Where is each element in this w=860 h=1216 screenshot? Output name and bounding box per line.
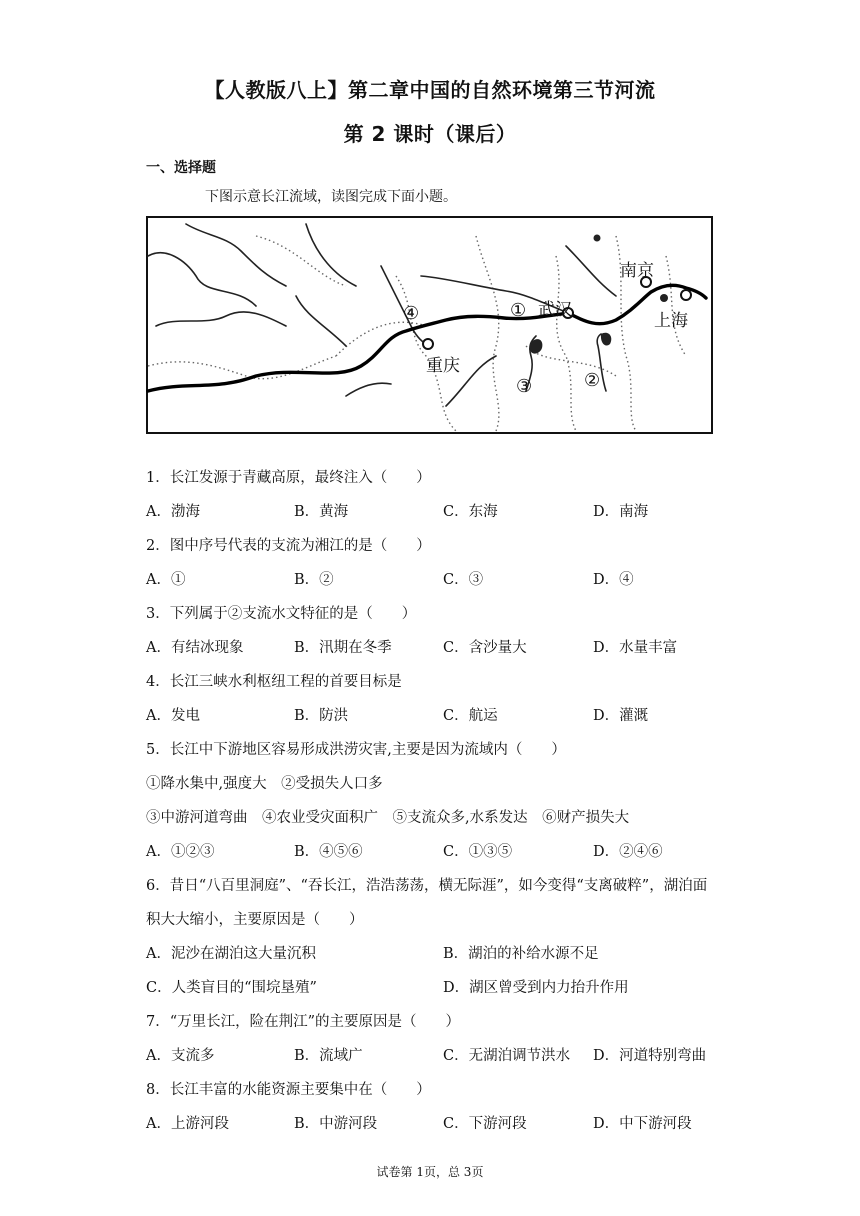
q1-option-c: C．东海 [443, 504, 498, 520]
q7-option-a: A．支流多 [146, 1048, 215, 1064]
marker-1: ① [510, 300, 527, 321]
q6-option-c: C．人类盲目的“围垸垦殖” [146, 980, 317, 996]
q7-option-d: D．河道特别弯曲 [593, 1048, 707, 1064]
city-label-shanghai: 上海 [654, 311, 688, 331]
q5-option-c: C．①③⑤ [443, 844, 513, 860]
q3-option-d: D．水量丰富 [593, 640, 678, 656]
q3-option-c: C．含沙量大 [443, 640, 527, 656]
q1-option-a: A．渤海 [146, 504, 200, 520]
q2-option-c: C．③ [443, 572, 484, 588]
question-4: 4．长江三峡水利枢纽工程的首要目标是 [146, 674, 402, 690]
q5-statement-line-1: ①降水集中,强度大 ②受损失人口多 [146, 776, 383, 792]
q8-option-b: B．中游河段 [294, 1116, 378, 1132]
question-2: 2．图中序号代表的支流为湘江的是（ ） [146, 538, 431, 554]
question-6: 6．昔日“八百里洞庭”、“吞长江，浩浩荡荡，横无际涯”，如今变得“支离破粹”，湖泊面 [146, 878, 708, 894]
question-8: 8．长江丰富的水能资源主要集中在（ ） [146, 1082, 431, 1098]
question-intro: 下图示意长江流域，读图完成下面小题。 [205, 189, 457, 205]
page-subtitle: 第 2 课时（课后） [343, 122, 517, 146]
q2-option-a: A．① [146, 572, 186, 588]
marker-3: ③ [516, 376, 533, 397]
marker-4: ④ [403, 303, 420, 324]
q5-option-d: D．②④⑥ [593, 844, 663, 860]
page-footer: 试卷第 1页，总 3页 [376, 1165, 484, 1179]
question-6-continued: 积大大缩小，主要原因是（ ） [146, 912, 364, 928]
q4-option-a: A．发电 [146, 708, 200, 724]
q6-option-d: D．湖区曾受到内力抬升作用 [443, 980, 629, 996]
question-3: 3．下列属于②支流水文特征的是（ ） [146, 606, 417, 622]
yangtze-basin-map [146, 216, 713, 434]
q1-option-b: B．黄海 [294, 504, 349, 520]
city-label-wuhan: 武汉 [538, 300, 572, 320]
q4-option-d: D．灌溉 [593, 708, 649, 724]
question-7: 7．“万里长江，险在荆江”的主要原因是（ ） [146, 1014, 461, 1030]
q8-option-c: C．下游河段 [443, 1116, 527, 1132]
q3-option-b: B．汛期在冬季 [294, 640, 392, 656]
q5-statement-line-2: ③中游河道弯曲 ④农业受灾面积广 ⑤支流众多,水系发达 ⑥财产损失大 [146, 810, 630, 826]
question-1: 1．长江发源于青藏高原，最终注入（ ） [146, 470, 431, 486]
q7-option-c: C．无湖泊调节洪水 [443, 1048, 571, 1064]
q8-option-a: A．上游河段 [146, 1116, 229, 1132]
q2-option-d: D．④ [593, 572, 634, 588]
marker-2: ② [584, 370, 601, 391]
question-5: 5．长江中下游地区容易形成洪涝灾害,主要是因为流域内（ ） [146, 742, 566, 758]
city-label-nanjing: 南京 [620, 261, 654, 281]
page-title: 【人教版八上】第二章中国的自然环境第三节河流 [204, 78, 656, 102]
q6-option-a: A．泥沙在湖泊这大量沉积 [146, 946, 316, 962]
q8-option-d: D．中下游河段 [593, 1116, 692, 1132]
q1-option-d: D．南海 [593, 504, 649, 520]
q4-option-c: C．航运 [443, 708, 498, 724]
q5-option-a: A．①②③ [146, 844, 215, 860]
city-label-chongqing: 重庆 [426, 356, 460, 376]
q6-option-b: B．湖泊的补给水源不足 [443, 946, 599, 962]
q3-option-a: A．有结冰现象 [146, 640, 244, 656]
q2-option-b: B．② [294, 572, 334, 588]
q4-option-b: B．防洪 [294, 708, 349, 724]
q7-option-b: B．流域广 [294, 1048, 363, 1064]
section-heading: 一、选择题 [146, 160, 216, 176]
q5-option-b: B．④⑤⑥ [294, 844, 363, 860]
